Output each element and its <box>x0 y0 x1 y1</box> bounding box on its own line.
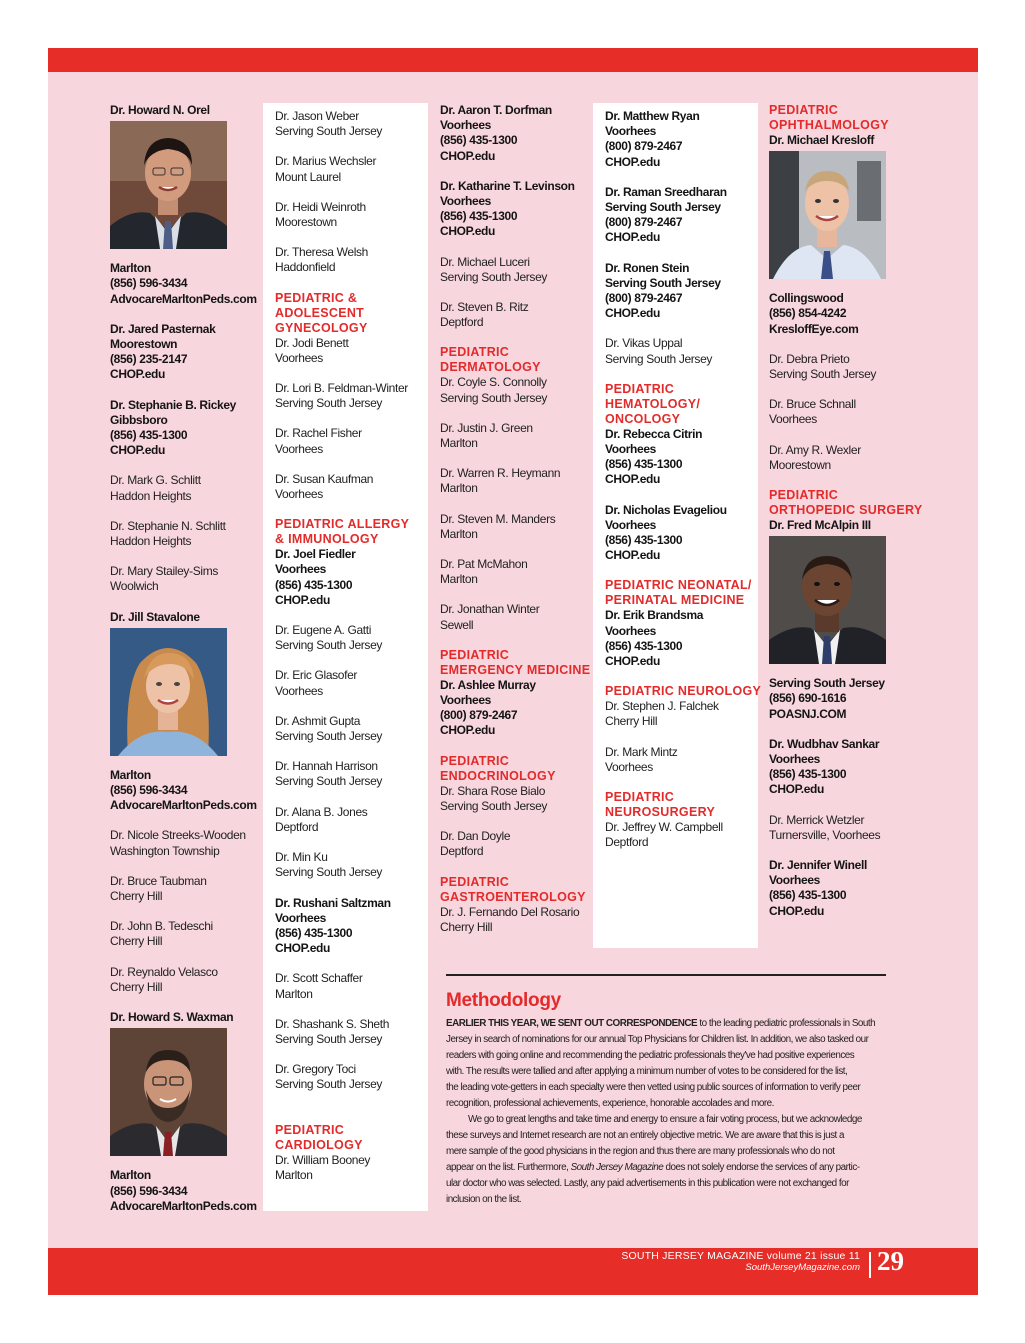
doctor-city: Voorhees <box>275 487 323 502</box>
doctor-entry <box>110 473 260 503</box>
doctor-entry <box>110 919 260 949</box>
paragraph-lead-in: EARLIER THIS YEAR, WE SENT OUT CORRESPONDENCE <box>446 1018 698 1029</box>
doctor-website: CHOP.edu <box>440 723 495 738</box>
doctor-entry <box>440 300 595 330</box>
doctor-city: Gibbsboro <box>110 412 168 427</box>
doctor-name: Dr. Mark Mintz <box>605 744 678 759</box>
doctor-name: Dr. Gregory Toci <box>275 1062 356 1077</box>
doctor-city: Cherry Hill <box>110 889 163 904</box>
photo-dr-jill-stavalone <box>110 628 227 756</box>
doctor-city: Haddon Heights <box>110 488 192 503</box>
paragraph-text: We go to great lengths and take time and energy to ensure a fair voting process, but we acknowledge <box>468 1114 862 1125</box>
doctor-website: CHOP.edu <box>605 230 660 245</box>
doctor-name: Dr. Bruce Schnall <box>769 397 856 412</box>
doctor-entry <box>605 608 758 669</box>
doctor-name: Dr. Alana B. Jones <box>275 804 368 819</box>
doctor-entry <box>769 397 929 427</box>
doctor-entry <box>110 398 260 459</box>
methodology-paragraph-2 <box>446 1112 886 1208</box>
doctor-entry <box>275 759 428 789</box>
doctor-entry <box>275 896 428 957</box>
magazine-page <box>48 48 978 1295</box>
doctor-entry <box>110 519 260 549</box>
doctor-city: Serving South Jersey <box>605 351 713 366</box>
doctor-website: AdvocareMarltonPeds.com <box>110 291 257 306</box>
doctor-name: Dr. Min Ku <box>275 850 328 865</box>
specialty-heading: PEDIATRIC <box>769 488 839 503</box>
doctor-name: Dr. Steven M. Manders <box>440 511 556 526</box>
doctor-entry <box>440 421 595 451</box>
doctor-name: Dr. Michael Kresloff <box>769 133 875 147</box>
specialty-heading: ONCOLOGY <box>605 411 681 426</box>
doctor-entry <box>440 602 595 632</box>
paragraph-text: inclusion on the list. <box>446 1194 522 1205</box>
doctor-entry <box>275 971 428 1001</box>
methodology-title: Methodology <box>446 990 561 1011</box>
doctor-city: Serving South Jersey <box>440 269 548 284</box>
doctor-name: Dr. Aaron T. Dorfman <box>440 103 552 117</box>
specialty-heading: EMERGENCY MEDICINE <box>440 662 591 677</box>
doctor-website: CHOP.edu <box>605 654 660 669</box>
footer-credit <box>621 1250 860 1273</box>
doctor-name: Dr. Mark G. Schlitt <box>110 473 201 488</box>
doctor-name: Dr. Stephen J. Falchek <box>605 699 719 714</box>
photo-dr-fred-mcalpin <box>769 536 886 664</box>
doctor-name: Dr. Steven B. Ritz <box>440 300 529 315</box>
doctor-entry <box>275 154 428 184</box>
doctor-entry <box>605 336 758 366</box>
doctor-city: Deptford <box>440 315 484 330</box>
specialty-heading: PEDIATRIC & <box>275 290 358 305</box>
section-rule <box>446 974 886 976</box>
doctor-entry <box>110 322 260 383</box>
specialty-heading: PEDIATRIC <box>440 874 510 889</box>
doctor-entry <box>769 858 929 919</box>
top-red-bar <box>48 48 978 72</box>
doctor-website: CHOP.edu <box>440 224 495 239</box>
doctor-entry <box>275 623 428 653</box>
doctor-entry <box>605 745 758 775</box>
specialty-heading: ORTHOPEDIC SURGERY <box>769 503 923 518</box>
doctor-name: Dr. Erik Brandsma <box>605 608 704 623</box>
doctor-name: Dr. Fred McAlpin III <box>769 518 871 533</box>
doctor-city: Deptford <box>275 819 319 834</box>
paragraph-text: the leading vote-getters in each specialty were then vetted using public sources of information to verify peer <box>446 1082 861 1093</box>
doctor-name: Dr. Jennifer Winell <box>769 858 867 873</box>
doctor-city: Voorhees <box>605 442 656 457</box>
doctor-name: Dr. Howard S. Waxman <box>110 1010 234 1025</box>
doctor-city: Voorhees <box>440 194 491 209</box>
doctor-city: Haddonfield <box>275 260 336 275</box>
doctor-website: CHOP.edu <box>440 148 495 163</box>
doctor-city: Voorhees <box>275 910 326 925</box>
paragraph-text: appear on the list. Furthermore, <box>446 1162 571 1173</box>
methodology-paragraph-1 <box>446 1016 886 1112</box>
doctor-website: CHOP.edu <box>605 472 660 487</box>
doctor-city: Serving South Jersey <box>605 200 721 215</box>
doctor-phone: (856) 690-1616 <box>769 691 847 706</box>
doctor-name: Dr. Matthew Ryan <box>605 109 700 123</box>
doctor-city: Marlton <box>110 261 151 276</box>
doctor-city: Voorhees <box>275 441 323 456</box>
doctor-city: Serving South Jersey <box>275 396 383 411</box>
doctor-entry <box>110 564 260 594</box>
doctor-website: POASNJ.COM <box>769 706 847 721</box>
doctor-city: Moorestown <box>110 337 178 352</box>
doctor-city: Voorhees <box>440 118 491 133</box>
doctor-city: Voorhees <box>605 623 656 638</box>
doctor-phone: (856) 435-1300 <box>605 457 683 472</box>
paragraph-text: does not solely endorse the services of any partic- <box>663 1162 860 1173</box>
doctor-phone: (856) 435-1300 <box>440 133 518 148</box>
paragraph-text: these surveys and Internet research are not an entirely objective metric. We are aware that this is just a <box>446 1130 844 1141</box>
doctor-entry <box>275 850 428 880</box>
doctor-city: Voorhees <box>275 350 323 365</box>
specialty-heading: OPHTHALMOLOGY <box>769 118 889 132</box>
doctor-name: Dr. Rebecca Citrin <box>605 426 703 441</box>
doctor-entry <box>275 1062 428 1092</box>
specialty-heading: GASTROENTEROLOGY <box>440 889 586 904</box>
doctor-entry <box>275 1017 428 1047</box>
doctor-name: Dr. Raman Sreedharan <box>605 184 727 199</box>
doctor-entry <box>275 245 428 275</box>
doctor-website: AdvocareMarltonPeds.com <box>110 798 257 813</box>
methodology-section <box>446 974 886 1208</box>
doctor-website: CHOP.edu <box>275 592 330 607</box>
doctor-website: CHOP.edu <box>110 443 165 458</box>
paragraph-text: with. The results were tallied and after applying a minimum number of votes to be considered for the list, <box>446 1066 848 1077</box>
doctor-website: CHOP.edu <box>605 154 660 169</box>
doctor-name: Dr. J. Fernando Del Rosario <box>440 904 580 919</box>
specialty-heading: PEDIATRIC NEONATAL/ <box>605 578 752 593</box>
doctor-name: Dr. Bruce Taubman <box>110 873 207 888</box>
doctor-entry <box>605 261 758 322</box>
doctor-name: Dr. Jonathan Winter <box>440 602 540 617</box>
doctor-phone: (856) 435-1300 <box>605 533 683 548</box>
doctor-city: Cherry Hill <box>110 979 163 994</box>
doctor-city: Voorhees <box>605 759 653 774</box>
doctor-name: Dr. Nicholas Evageliou <box>605 502 727 517</box>
doctor-name: Dr. Dan Doyle <box>440 829 511 844</box>
page-number: 29 <box>877 1246 904 1276</box>
specialty-heading: PERINATAL MEDICINE <box>605 593 745 608</box>
doctor-website: CHOP.edu <box>769 782 824 797</box>
doctor-entry <box>275 547 428 608</box>
doctor-entry <box>440 375 595 405</box>
doctor-entry <box>605 503 758 564</box>
doctor-entry <box>605 699 758 729</box>
footer-website: SouthJerseyMagazine.com <box>745 1262 860 1273</box>
doctor-entry <box>275 336 428 366</box>
column-5 <box>769 103 929 934</box>
specialty-heading: DERMATOLOGY <box>440 360 541 375</box>
doctor-phone: (856) 435-1300 <box>769 767 847 782</box>
doctor-name: Dr. Ashmit Gupta <box>275 713 361 728</box>
doctor-name: Dr. Jared Pasternak <box>110 321 216 336</box>
doctor-entry <box>275 109 428 139</box>
doctor-name: Dr. Eugene A. Gatti <box>275 623 372 638</box>
doctor-website: CHOP.edu <box>605 306 660 321</box>
paragraph-text: mere sample of the good physicians in the region and thus there are many professionals who do not <box>446 1146 835 1157</box>
footer-magazine-issue: SOUTH JERSEY MAGAZINE volume 21 issue 11 <box>621 1250 860 1262</box>
doctor-name: Dr. Shara Rose Bialo <box>440 783 546 798</box>
doctor-city: Serving South Jersey <box>440 798 548 813</box>
paragraph-text: to the leading pediatric professionals in South <box>697 1018 876 1029</box>
doctor-name: Dr. Rushani Saltzman <box>275 895 391 910</box>
doctor-phone: (800) 879-2467 <box>605 139 683 154</box>
doctor-name: Dr. Mary Stailey-Sims <box>110 564 218 579</box>
doctor-entry <box>110 828 260 858</box>
photo-dr-michael-kresloff <box>769 151 886 279</box>
doctor-city: Deptford <box>440 844 484 859</box>
doctor-website: CHOP.edu <box>605 548 660 563</box>
doctor-name: Dr. William Booney <box>275 1152 371 1167</box>
specialty-heading: PEDIATRIC NEUROLOGY <box>605 684 762 699</box>
doctor-website: CHOP.edu <box>275 941 330 956</box>
doctor-entry <box>440 905 595 935</box>
doctor-entry <box>440 784 595 814</box>
doctor-city: Serving South Jersey <box>275 1031 383 1046</box>
specialty-heading: PEDIATRIC <box>605 381 675 396</box>
paragraph-text: readers with going online and recommending the pediatric professionals they've had positive experiences <box>446 1050 855 1061</box>
doctor-name: Dr. Lori B. Feldman-Winter <box>275 381 408 396</box>
doctor-entry <box>440 179 595 240</box>
specialty-heading: PEDIATRIC <box>440 647 510 662</box>
doctor-name: Dr. Ashlee Murray <box>440 677 536 692</box>
doctor-phone: (856) 596-3434 <box>110 783 188 798</box>
doctor-name: Dr. Jodi Benett <box>275 335 349 350</box>
doctor-entry <box>605 820 758 850</box>
specialty-heading: GYNECOLOGY <box>275 320 368 335</box>
doctor-entry <box>440 466 595 496</box>
footer-divider <box>869 1252 871 1278</box>
doctor-city: Marlton <box>440 481 478 496</box>
column-4 <box>593 103 762 948</box>
doctor-name: Dr. Warren R. Heymann <box>440 466 561 481</box>
doctor-entry <box>769 443 929 473</box>
doctor-city: Haddon Heights <box>110 534 192 549</box>
doctor-name: Dr. Theresa Welsh <box>275 245 368 260</box>
doctor-city: Marlton <box>275 986 313 1001</box>
doctor-city: Serving South Jersey <box>275 774 383 789</box>
doctor-city: Washington Township <box>110 843 220 858</box>
doctor-city: Sewell <box>440 617 474 632</box>
doctor-city: Deptford <box>605 835 649 850</box>
doctor-entry <box>275 668 428 698</box>
doctor-name: Dr. Merrick Wetzler <box>769 812 865 827</box>
doctor-city: Cherry Hill <box>605 714 658 729</box>
doctor-city: Voorhees <box>769 412 817 427</box>
doctor-city: Marlton <box>275 1167 313 1182</box>
specialty-heading: PEDIATRIC <box>769 103 839 117</box>
specialty-heading: NEUROSURGERY <box>605 805 716 820</box>
doctor-name: Dr. Amy R. Wexler <box>769 442 861 457</box>
doctor-city: Voorhees <box>769 752 820 767</box>
photo-dr-howard-orel <box>110 121 227 249</box>
doctor-name: Dr. Scott Schaffer <box>275 971 363 986</box>
doctor-website: CHOP.edu <box>769 903 824 918</box>
doctor-name: Dr. Coyle S. Connolly <box>440 375 547 390</box>
doctor-phone: (856) 435-1300 <box>110 428 188 443</box>
specialty-heading: PEDIATRIC <box>440 345 510 360</box>
doctor-name: Dr. Shashank S. Sheth <box>275 1016 390 1031</box>
doctor-entry <box>605 185 758 246</box>
doctor-entry <box>275 805 428 835</box>
specialty-heading: CARDIOLOGY <box>275 1137 363 1152</box>
doctor-name: Dr. Rachel Fisher <box>275 426 362 441</box>
doctor-name: Dr. Susan Kaufman <box>275 471 374 486</box>
doctor-phone: (856) 854-4242 <box>769 306 847 321</box>
doctor-city: Collingswood <box>769 291 844 306</box>
doctor-city: Voorhees <box>605 124 656 139</box>
doctor-city: Voorhees <box>440 693 491 708</box>
doctor-entry <box>440 103 595 164</box>
doctor-name: Dr. Nicole Streeks-Wooden <box>110 828 246 843</box>
doctor-city: Serving South Jersey <box>275 124 383 139</box>
doctor-name: Dr. Vikas Uppal <box>605 336 683 351</box>
doctor-website: KresloffEye.com <box>769 321 859 336</box>
doctor-entry <box>440 512 595 542</box>
specialty-heading: ADOLESCENT <box>275 305 365 320</box>
doctor-city: Voorhees <box>605 517 656 532</box>
doctor-city: Marlton <box>440 436 478 451</box>
doctor-entry <box>440 557 595 587</box>
doctor-name: Dr. Jill Stavalone <box>110 609 200 624</box>
doctor-entry <box>605 109 758 170</box>
doctor-city: Voorhees <box>275 683 323 698</box>
doctor-entry <box>275 714 428 744</box>
specialty-heading: HEMATOLOGY/ <box>605 396 701 411</box>
doctor-name: Dr. Debra Prieto <box>769 351 850 366</box>
doctor-city: Marlton <box>110 767 151 782</box>
doctor-entry <box>275 1153 428 1183</box>
doctor-phone: (856) 435-1300 <box>605 638 683 653</box>
doctor-name: Dr. Jason Weber <box>275 109 359 123</box>
doctor-city: Serving South Jersey <box>605 275 721 290</box>
doctor-phone: (800) 879-2467 <box>605 291 683 306</box>
magazine-title-italic: South Jersey Magazine <box>570 1162 664 1173</box>
doctor-name: Dr. Eric Glasofer <box>275 668 358 683</box>
doctor-city: Serving South Jersey <box>769 676 885 691</box>
doctor-city: Cherry Hill <box>440 919 493 934</box>
doctor-entry <box>275 381 428 411</box>
doctor-entry <box>275 426 428 456</box>
doctor-city: Cherry Hill <box>110 934 163 949</box>
specialty-heading: PEDIATRIC ALLERGY <box>275 517 410 532</box>
specialty-heading: ENDOCRINOLOGY <box>440 768 556 783</box>
doctor-entry <box>275 200 428 230</box>
paragraph-text: ular doctor who was selected. Lastly, any paid advertisements in this publication were not exchanged for <box>446 1178 849 1189</box>
doctor-city: Serving South Jersey <box>275 638 383 653</box>
column-3 <box>440 103 595 950</box>
doctor-entry <box>110 874 260 904</box>
doctor-name: Dr. Wudbhav Sankar <box>769 736 880 751</box>
column-1 <box>110 103 260 1229</box>
doctor-entry <box>440 255 595 285</box>
doctor-phone: (856) 596-3434 <box>110 276 188 291</box>
photo-dr-howard-waxman <box>110 1028 227 1156</box>
doctor-entry <box>110 965 260 995</box>
doctor-phone: (856) 235-2147 <box>110 352 188 367</box>
paragraph-text: Jersey in search of nominations for our annual Top Physicians for Children list. In addition, we also tasked our <box>446 1034 869 1045</box>
doctor-phone: (856) 435-1300 <box>275 925 353 940</box>
doctor-city: Voorhees <box>275 562 326 577</box>
doctor-name: Dr. Jeffrey W. Campbell <box>605 820 723 835</box>
doctor-city: Moorestown <box>769 457 831 472</box>
doctor-entry <box>769 737 929 798</box>
doctor-name: Dr. Ronen Stein <box>605 260 690 275</box>
doctor-city: Turnersville, Voorhees <box>769 827 881 842</box>
doctor-name: Dr. Katharine T. Levinson <box>440 178 575 193</box>
doctor-website: AdvocareMarltonPeds.com <box>110 1198 257 1213</box>
doctor-name: Dr. Heidi Weinroth <box>275 199 366 214</box>
doctor-city: Serving South Jersey <box>275 865 383 880</box>
doctor-name: Dr. Stephanie B. Rickey <box>110 397 237 412</box>
doctor-phone: (856) 435-1300 <box>275 577 353 592</box>
doctor-entry <box>769 813 929 843</box>
specialty-heading: & IMMUNOLOGY <box>275 532 379 547</box>
doctor-name: Dr. Justin J. Green <box>440 420 533 435</box>
doctor-name: Dr. Michael Luceri <box>440 254 530 269</box>
doctor-city: Marlton <box>440 572 478 587</box>
doctor-city: Voorhees <box>769 873 820 888</box>
doctor-name: Dr. Joel Fiedler <box>275 547 356 562</box>
column-2 <box>263 103 428 1211</box>
paragraph-text: recognition, professional achievements, experience, honorable accolades and more. <box>446 1098 774 1109</box>
specialty-heading: PEDIATRIC <box>605 790 675 805</box>
doctor-city: Serving South Jersey <box>769 367 877 382</box>
doctor-entry <box>605 427 758 488</box>
doctor-city: Serving South Jersey <box>275 729 383 744</box>
doctor-entry <box>440 829 595 859</box>
doctor-city: Marlton <box>110 1168 151 1183</box>
doctor-city: Serving South Jersey <box>275 1077 383 1092</box>
doctor-phone: (800) 879-2467 <box>440 708 518 723</box>
doctor-name: Dr. Reynaldo Velasco <box>110 964 218 979</box>
doctor-name: Dr. John B. Tedeschi <box>110 919 213 934</box>
doctor-entry <box>275 472 428 502</box>
doctor-phone: (800) 879-2467 <box>605 215 683 230</box>
specialty-heading: PEDIATRIC <box>275 1122 345 1137</box>
doctor-name: Dr. Stephanie N. Schlitt <box>110 518 226 533</box>
doctor-website: CHOP.edu <box>110 367 165 382</box>
doctor-phone: (856) 435-1300 <box>769 888 847 903</box>
doctor-city: Woolwich <box>110 579 159 594</box>
doctor-phone: (856) 435-1300 <box>440 209 518 224</box>
doctor-city: Marlton <box>440 526 478 541</box>
doctor-name: Dr. Pat McMahon <box>440 557 528 572</box>
doctor-entry <box>769 352 929 382</box>
doctor-name: Dr. Howard N. Orel <box>110 103 210 117</box>
doctor-city: Serving South Jersey <box>440 390 548 405</box>
doctor-phone: (856) 596-3434 <box>110 1183 188 1198</box>
doctor-name: Dr. Hannah Harrison <box>275 759 378 774</box>
doctor-name: Dr. Marius Wechsler <box>275 154 377 169</box>
doctor-entry <box>440 678 595 739</box>
doctor-city: Mount Laurel <box>275 169 341 184</box>
specialty-heading: PEDIATRIC <box>440 753 510 768</box>
doctor-city: Moorestown <box>275 215 337 230</box>
